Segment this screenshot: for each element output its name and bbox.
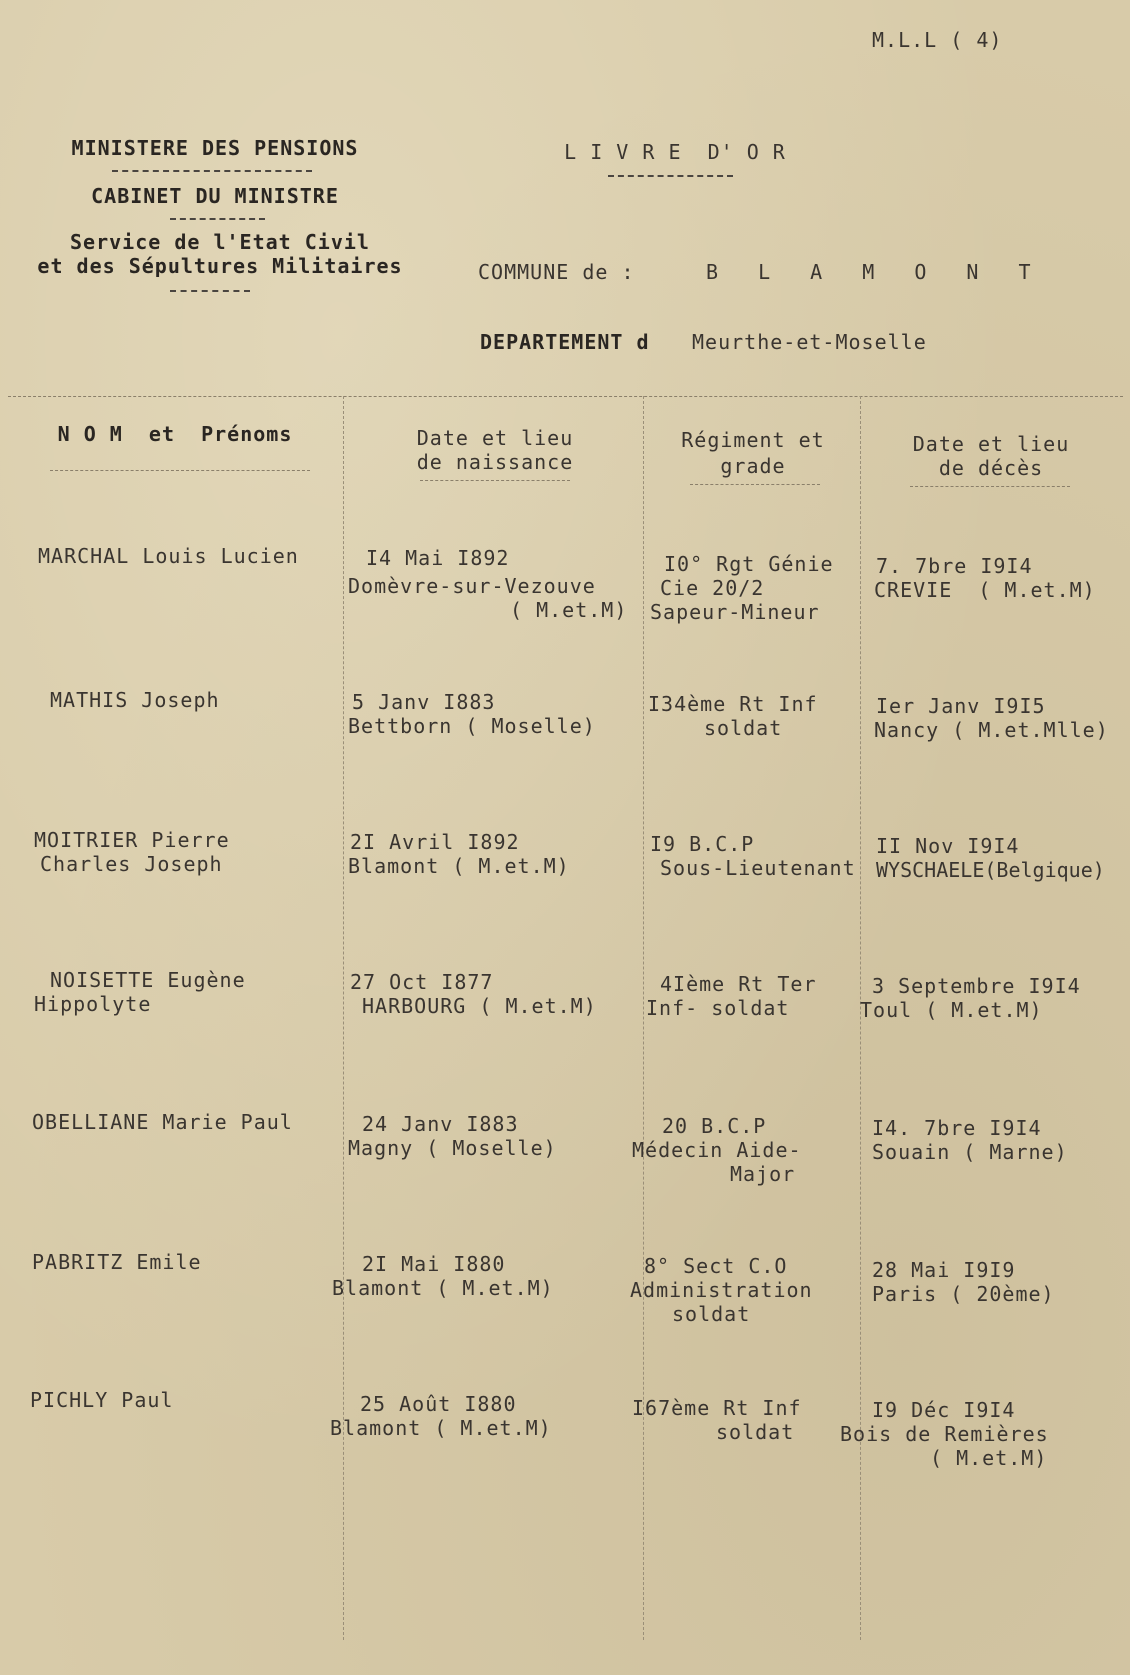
row-1-regiment-line1: I0° Rgt Génie bbox=[664, 552, 834, 576]
header-underline bbox=[50, 470, 310, 471]
divider bbox=[608, 175, 733, 177]
row-1-death-line2: CREVIE ( M.et.M) bbox=[874, 578, 1096, 602]
row-1-birth-line3: ( M.et.M) bbox=[510, 598, 628, 622]
row-2-regiment-line1: I34ème Rt Inf bbox=[648, 692, 818, 716]
column-header-regiment-line1: Régiment et bbox=[681, 428, 825, 452]
row-3-death-line1: II Nov I9I4 bbox=[876, 834, 1020, 858]
row-3-birth-line2: Blamont ( M.et.M) bbox=[348, 854, 570, 878]
row-5-birth-line1: 24 Janv I883 bbox=[362, 1112, 519, 1136]
row-4-death-line1: 3 Septembre I9I4 bbox=[872, 974, 1081, 998]
row-6-regiment-line2: Administration bbox=[630, 1278, 813, 1302]
row-4-death-line2: Toul ( M.et.M) bbox=[860, 998, 1043, 1022]
row-2-birth-line2: Bettborn ( Moselle) bbox=[348, 714, 596, 738]
row-2-death-line2: Nancy ( M.et.Mlle) bbox=[874, 718, 1109, 742]
row-1-name-line1: MARCHAL Louis Lucien bbox=[38, 544, 299, 568]
divider bbox=[170, 218, 265, 220]
row-6-birth-line2: Blamont ( M.et.M) bbox=[332, 1276, 554, 1300]
row-5-death-line2: Souain ( Marne) bbox=[872, 1140, 1068, 1164]
row-6-death-line1: 28 Mai I9I9 bbox=[872, 1258, 1016, 1282]
row-2-name-line1: MATHIS Joseph bbox=[50, 688, 220, 712]
row-5-name-line1: OBELLIANE Marie Paul bbox=[32, 1110, 293, 1134]
row-2-regiment-line2: soldat bbox=[704, 716, 783, 740]
column-header-death-line1: Date et lieu bbox=[912, 432, 1070, 456]
row-7-regiment-line2: soldat bbox=[716, 1420, 795, 1444]
row-3-regiment-line1: I9 B.C.P bbox=[650, 832, 755, 856]
row-3-regiment-line2: Sous-Lieutenant bbox=[660, 856, 856, 880]
column-divider bbox=[643, 396, 644, 1640]
row-3-name-line2: Charles Joseph bbox=[40, 852, 223, 876]
row-7-regiment-line1: I67ème Rt Inf bbox=[632, 1396, 802, 1420]
row-5-death-line1: I4. 7bre I9I4 bbox=[872, 1116, 1042, 1140]
departement-value: Meurthe-et-Moselle bbox=[692, 330, 927, 354]
row-2-birth-line1: 5 Janv I883 bbox=[352, 690, 496, 714]
column-header-birth-line2: de naissance bbox=[416, 450, 574, 474]
row-2-death-line1: Ier Janv I9I5 bbox=[876, 694, 1046, 718]
row-1-birth-line1: I4 Mai I892 bbox=[366, 546, 510, 570]
column-header-birth-line1: Date et lieu bbox=[416, 426, 574, 450]
column-header-regiment-line2: grade bbox=[720, 454, 786, 478]
row-4-regiment-line1: 4Ième Rt Ter bbox=[660, 972, 817, 996]
row-4-birth-line1: 27 Oct I877 bbox=[350, 970, 494, 994]
commune-value: B L A M O N T bbox=[706, 260, 1045, 284]
row-5-regiment-line3: Major bbox=[730, 1162, 796, 1186]
row-7-death-line2: Bois de Remières bbox=[840, 1422, 1049, 1446]
table-top-rule bbox=[8, 396, 1123, 397]
service-line-1: Service de l'Etat Civil bbox=[70, 230, 370, 254]
reference-code: M.L.L ( 4) bbox=[872, 28, 1003, 52]
row-5-regiment-line2: Médecin Aide- bbox=[632, 1138, 802, 1162]
row-3-birth-line1: 2I Avril I892 bbox=[350, 830, 520, 854]
row-4-birth-line2: HARBOURG ( M.et.M) bbox=[362, 994, 597, 1018]
row-7-death-line1: I9 Déc I9I4 bbox=[872, 1398, 1016, 1422]
departement-label: DEPARTEMENT d bbox=[480, 330, 650, 354]
row-4-name-line2: Hippolyte bbox=[34, 992, 152, 1016]
row-7-death-line3: ( M.et.M) bbox=[930, 1446, 1048, 1470]
row-4-regiment-line2: Inf- soldat bbox=[646, 996, 790, 1020]
header-underline bbox=[910, 486, 1070, 487]
row-1-death-line1: 7. 7bre I9I4 bbox=[876, 554, 1033, 578]
header-underline bbox=[420, 480, 570, 481]
book-title: L I V R E D' O R bbox=[564, 140, 786, 164]
service-line-2: et des Sépultures Militaires bbox=[37, 254, 403, 278]
row-6-regiment-line1: 8° Sect C.O bbox=[644, 1254, 788, 1278]
row-4-name-line1: NOISETTE Eugène bbox=[50, 968, 246, 992]
row-5-regiment-line1: 20 B.C.P bbox=[662, 1114, 767, 1138]
divider bbox=[112, 170, 312, 172]
row-1-regiment-line3: Sapeur-Mineur bbox=[650, 600, 820, 624]
header-underline bbox=[690, 484, 820, 485]
column-header-death-line2: de décès bbox=[938, 456, 1044, 480]
row-1-regiment-line2: Cie 20/2 bbox=[660, 576, 765, 600]
row-7-name-line1: PICHLY Paul bbox=[30, 1388, 174, 1412]
column-header-name: N O M et Prénoms bbox=[57, 422, 293, 446]
row-7-birth-line2: Blamont ( M.et.M) bbox=[330, 1416, 552, 1440]
column-divider bbox=[343, 396, 344, 1640]
cabinet-title: CABINET DU MINISTRE bbox=[91, 184, 339, 208]
row-6-birth-line1: 2I Mai I880 bbox=[362, 1252, 506, 1276]
row-5-birth-line2: Magny ( Moselle) bbox=[348, 1136, 557, 1160]
row-6-death-line2: Paris ( 20ème) bbox=[872, 1282, 1055, 1306]
ministry-title: MINISTERE DES PENSIONS bbox=[71, 136, 359, 160]
row-1-birth-line2: Domèvre-sur-Vezouve bbox=[348, 574, 596, 598]
row-7-birth-line1: 25 Août I880 bbox=[360, 1392, 517, 1416]
row-3-death-line2: WYSCHAELE(Belgique) bbox=[876, 858, 1105, 882]
commune-label: COMMUNE de : bbox=[478, 260, 635, 284]
row-6-name-line1: PABRITZ Emile bbox=[32, 1250, 202, 1274]
row-3-name-line1: MOITRIER Pierre bbox=[34, 828, 230, 852]
divider bbox=[170, 290, 250, 292]
row-6-regiment-line3: soldat bbox=[672, 1302, 751, 1326]
